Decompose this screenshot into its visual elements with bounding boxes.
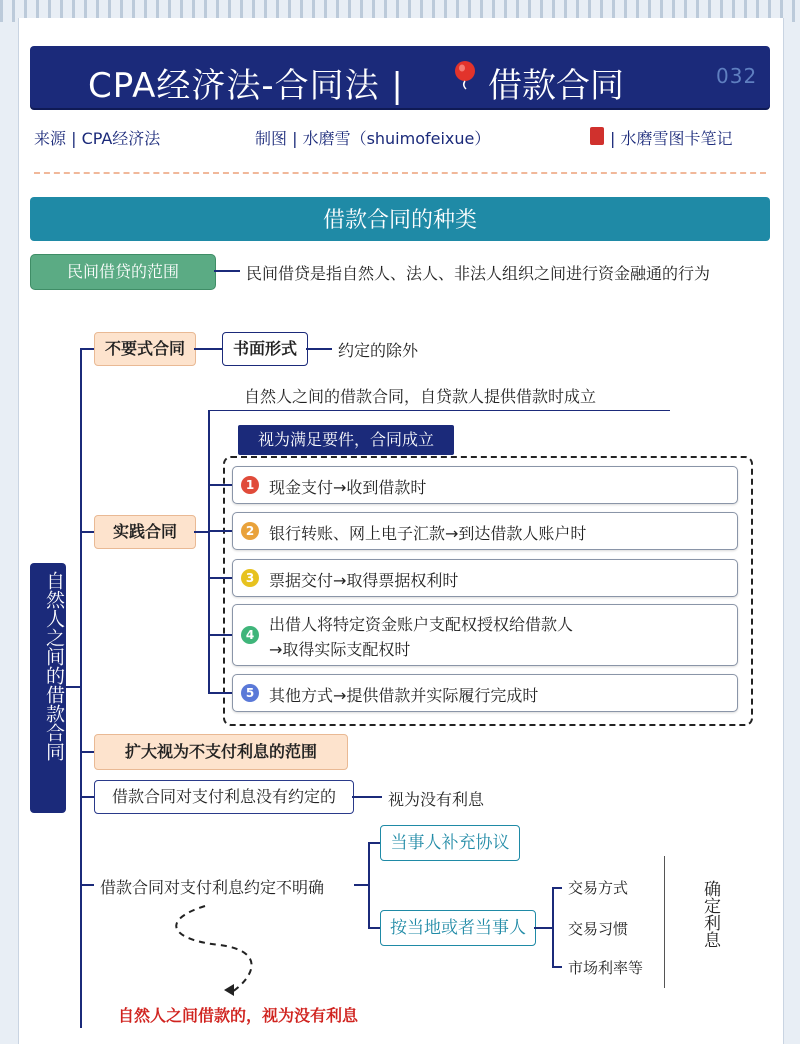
connector bbox=[80, 796, 94, 798]
unclear-text: 借款合同对支付利息约定不明确 bbox=[100, 878, 325, 897]
scope-label: 民间借贷的范围 bbox=[30, 254, 216, 290]
number-badge: 3 bbox=[241, 569, 259, 587]
list-item bbox=[232, 559, 738, 597]
connector bbox=[368, 927, 380, 929]
list-item bbox=[232, 466, 738, 504]
header-title: CPA经济法-合同法 | bbox=[88, 66, 404, 106]
connector bbox=[208, 530, 232, 532]
page-number: 032 bbox=[716, 64, 758, 88]
list-item bbox=[232, 674, 738, 712]
item-text: 现金支付→收到借款时 bbox=[269, 478, 427, 497]
balloon-icon bbox=[452, 60, 478, 90]
connector bbox=[214, 270, 240, 272]
factor-item: 交易习惯 bbox=[568, 920, 629, 938]
scope-definition: 民间借贷是指自然人、法人、非法人组织之间进行资金融通的行为 bbox=[246, 264, 711, 283]
item-text: 银行转账、网上电子汇款→到达借款人账户时 bbox=[269, 524, 587, 543]
connector bbox=[80, 751, 94, 753]
dashed-arrow bbox=[160, 900, 270, 1000]
brace-line bbox=[664, 856, 665, 988]
connector bbox=[208, 410, 670, 411]
connector bbox=[354, 884, 368, 886]
established-text: 自然人之间的借款合同，自贷款人提供借款时成立 bbox=[244, 387, 597, 406]
connector bbox=[368, 842, 370, 928]
notes-label: | 水磨雪图卡笔记 bbox=[610, 129, 733, 148]
connector bbox=[368, 842, 380, 844]
connector bbox=[80, 348, 94, 350]
deemed-label: 视为满足要件，合同成立 bbox=[238, 425, 454, 455]
book-icon bbox=[590, 127, 604, 145]
no-interest-text: 视为没有利息 bbox=[388, 790, 485, 809]
number-badge: 2 bbox=[241, 522, 259, 540]
connector bbox=[208, 692, 232, 694]
header-subtitle: 借款合同 bbox=[488, 66, 624, 106]
exception-text: 约定的除外 bbox=[338, 341, 419, 360]
conclusion-text: 自然人之间借款的，视为没有利息 bbox=[118, 1006, 359, 1025]
source-label: 来源 | CPA经济法 bbox=[34, 129, 161, 148]
number-badge: 1 bbox=[241, 476, 259, 494]
connector bbox=[208, 484, 232, 486]
connector bbox=[208, 410, 210, 694]
factor-item: 市场利率等 bbox=[568, 959, 644, 977]
item-text: 出借人将特定资金账户支配权授权给借款人 bbox=[269, 615, 574, 634]
non-formal-label: 不要式合同 bbox=[94, 332, 196, 366]
connector bbox=[66, 686, 80, 688]
list-item bbox=[232, 512, 738, 550]
connector bbox=[194, 348, 222, 350]
list-item bbox=[232, 604, 738, 666]
written-form-box: 书面形式 bbox=[222, 332, 308, 366]
practical-label: 实践合同 bbox=[94, 515, 196, 549]
tree-trunk bbox=[80, 348, 82, 1028]
item-text: 票据交付→取得票据权利时 bbox=[269, 571, 459, 590]
connector bbox=[306, 348, 332, 350]
supplement-box: 当事人补充协议 bbox=[380, 825, 520, 861]
connector bbox=[208, 634, 232, 636]
connector bbox=[80, 884, 94, 886]
section-title: 借款合同的种类 bbox=[322, 208, 477, 233]
connector bbox=[208, 577, 232, 579]
factor-item: 交易方式 bbox=[568, 879, 629, 897]
author-label: 制图 | 水磨雪（shuimofeixue） bbox=[255, 129, 491, 148]
determine-interest-text: 确定利息 bbox=[700, 880, 720, 948]
connector bbox=[352, 796, 382, 798]
connector bbox=[194, 531, 208, 533]
connector bbox=[80, 531, 94, 533]
divider bbox=[34, 172, 766, 174]
number-badge: 5 bbox=[241, 684, 259, 702]
number-badge: 4 bbox=[241, 626, 259, 644]
connector bbox=[534, 927, 552, 929]
by-location-box: 按当地或者当事人 bbox=[380, 910, 536, 946]
item-text: →取得实际支配权时 bbox=[269, 640, 411, 659]
connector bbox=[552, 887, 562, 889]
no-agreement-box: 借款合同对支付利息没有约定的 bbox=[94, 780, 354, 814]
connector bbox=[552, 887, 554, 968]
vertical-title: 自然人之间的借款合同 bbox=[43, 571, 65, 761]
connector bbox=[552, 966, 562, 968]
interest-label: 扩大视为不支付利息的范围 bbox=[94, 734, 348, 770]
item-text: 其他方式→提供借款并实际履行完成时 bbox=[269, 686, 539, 705]
